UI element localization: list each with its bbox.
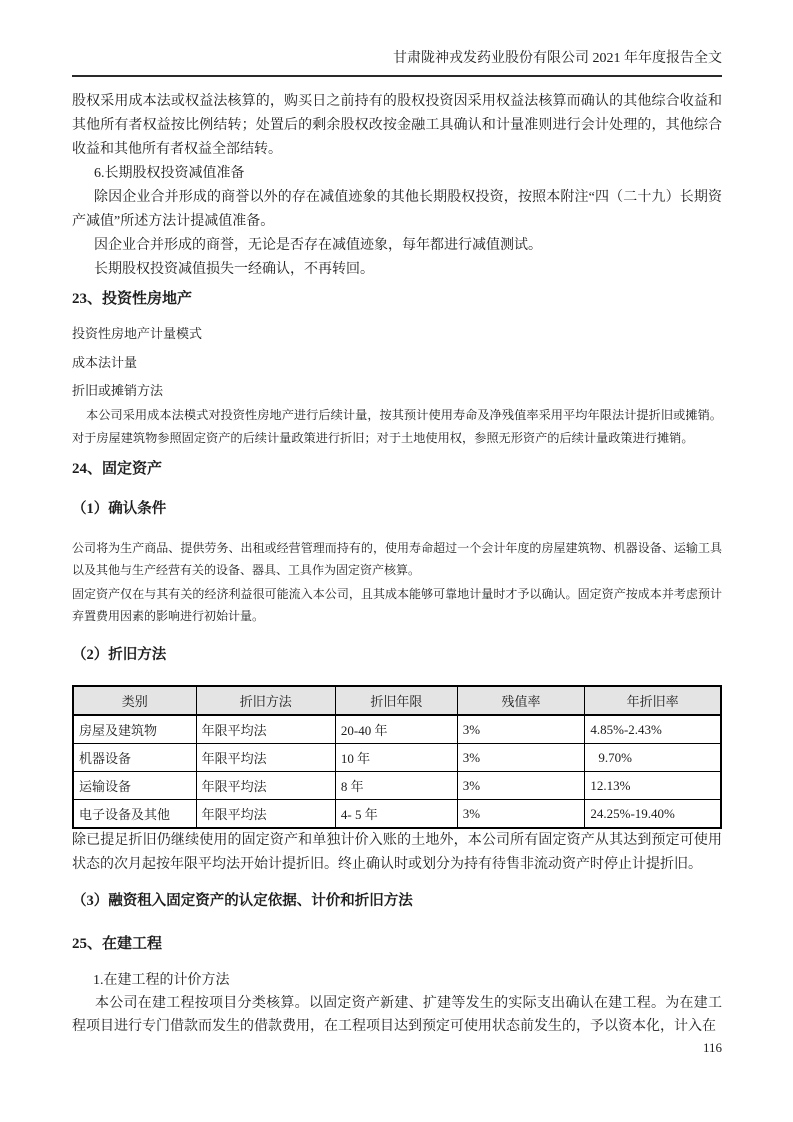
table-header-annual-rate: 年折旧率: [585, 686, 721, 715]
table-header-category: 类别: [73, 686, 196, 715]
item6-paragraph-2: 因企业合并形成的商誉，无论是否存在减值迹象，每年都进行减值测试。: [94, 238, 542, 253]
cell-years: 8 年: [335, 772, 457, 800]
cell-category: 运输设备: [73, 772, 196, 800]
sec25-item1-title: 1.在建工程的计价方法: [93, 973, 230, 988]
sec24-sub1-paragraph-1: 公司将为生产商品、提供劳务、出租或经营管理而持有的，使用寿命超过一个会计年度的房屋建筑物、机器设备、运输工具以及其他与生产经营有关的设备、器具、工具作为固定资产核算。: [72, 541, 722, 577]
page-content: [72, 90, 722, 1038]
page-number: 116: [702, 1040, 722, 1055]
cell-method: 年限平均法: [196, 744, 335, 772]
cell-method: 年限平均法: [196, 715, 335, 744]
table-row: [73, 744, 721, 772]
section-23-heading: 23、投资性房地产: [72, 291, 193, 307]
cell-years: 10 年: [335, 744, 457, 772]
paragraph-equity-continuation: 股权采用成本法或权益法核算的，购买日之前持有的股权投资因采用权益法核算而确认的其他综合收益和其他所有者权益按比例结转；处置后的剩余股权改按金融工具确认和计量准则进行会计处理的，其他综合收益和其他所有者权益全部结转。: [72, 94, 722, 157]
section-25-heading: 25、在建工程: [72, 936, 163, 952]
table-row: [73, 715, 721, 744]
sec23-label-measurement-mode: 投资性房地产计量模式: [72, 326, 203, 341]
cell-category: 机器设备: [73, 744, 196, 772]
sec24-after-table-paragraph: 除已提足折旧仍继续使用的固定资产和单独计价入账的土地外，本公司所有固定资产从其达到预定可使用状态的次月起按年限平均法开始计提折旧。终止确认时或划分为持有待售非流动资产时停止计提折旧。: [72, 833, 722, 872]
cell-residual-rate: 3%: [457, 715, 585, 744]
cell-annual-rate: 9.70%: [585, 744, 721, 772]
cell-method: 年限平均法: [196, 800, 335, 829]
item6-paragraph-3: 长期股权投资减值损失一经确认，不再转回。: [94, 262, 374, 277]
cell-annual-rate: 24.25%-19.40%: [585, 800, 721, 829]
depreciation-table: [72, 685, 722, 829]
report-header: [72, 0, 722, 77]
cell-annual-rate: 12.13%: [585, 772, 721, 800]
table-header-residual-rate: 残值率: [457, 686, 585, 715]
report-header-title: 甘肃陇神戎发药业股份有限公司 2021 年年度报告全文: [393, 51, 722, 66]
item6-paragraph-1: 除因企业合并形成的商誉以外的存在减值迹象的其他长期股权投资，按照本附注“四（二十九）长期资产减值”所述方法计提减值准备。: [72, 190, 722, 229]
cell-residual-rate: 3%: [457, 772, 585, 800]
sec24-sub3-heading: （3）融资租入固定资产的认定依据、计价和折旧方法: [72, 893, 413, 909]
cell-annual-rate: 4.85%-2.43%: [585, 715, 721, 744]
table-header-years: 折旧年限: [335, 686, 457, 715]
sec23-label-depreciation-method: 折旧或摊销方法: [72, 383, 164, 398]
cell-category: 电子设备及其他: [73, 800, 196, 829]
cell-method: 年限平均法: [196, 772, 335, 800]
cell-years: 4- 5 年: [335, 800, 457, 829]
item6-title: 6.长期股权投资减值准备: [94, 166, 245, 181]
table-header-method: 折旧方法: [196, 686, 335, 715]
sec24-sub1-paragraph-2: 固定资产仅在与其有关的经济利益很可能流入本公司，且其成本能够可靠地计量时才予以确认。固定资产按成本并考虑预计弃置费用因素的影响进行初始计量。: [72, 587, 722, 623]
sec23-paragraph: 本公司采用成本法模式对投资性房地产进行后续计量，按其预计使用寿命及净残值率采用平均年限法计提折旧或摊销。对于房屋建筑物参照固定资产的后续计量政策进行折旧；对于土地使用权，参照无形资产的后续计量政策进行摊销。: [72, 408, 722, 445]
cell-residual-rate: 3%: [457, 800, 585, 829]
table-header-row: [73, 686, 721, 715]
cell-category: 房屋及建筑物: [73, 715, 196, 744]
cell-years: 20-40 年: [335, 715, 457, 744]
table-row: [73, 800, 721, 829]
sec24-sub2-heading: （2）折旧方法: [72, 647, 167, 663]
table-row: [73, 772, 721, 800]
sec25-paragraph: 本公司在建工程按项目分类核算。以固定资产新建、扩建等发生的实际支出确认在建工程。为在建工程项目进行专门借款而发生的借款费用，在工程项目达到预定可使用状态前发生的，予以资本化，计入在: [72, 996, 722, 1034]
section-24-heading: 24、固定资产: [72, 461, 163, 477]
sec23-label-cost-method: 成本法计量: [72, 355, 138, 370]
sec24-sub1-heading: （1）确认条件: [72, 501, 167, 517]
cell-residual-rate: 3%: [457, 744, 585, 772]
